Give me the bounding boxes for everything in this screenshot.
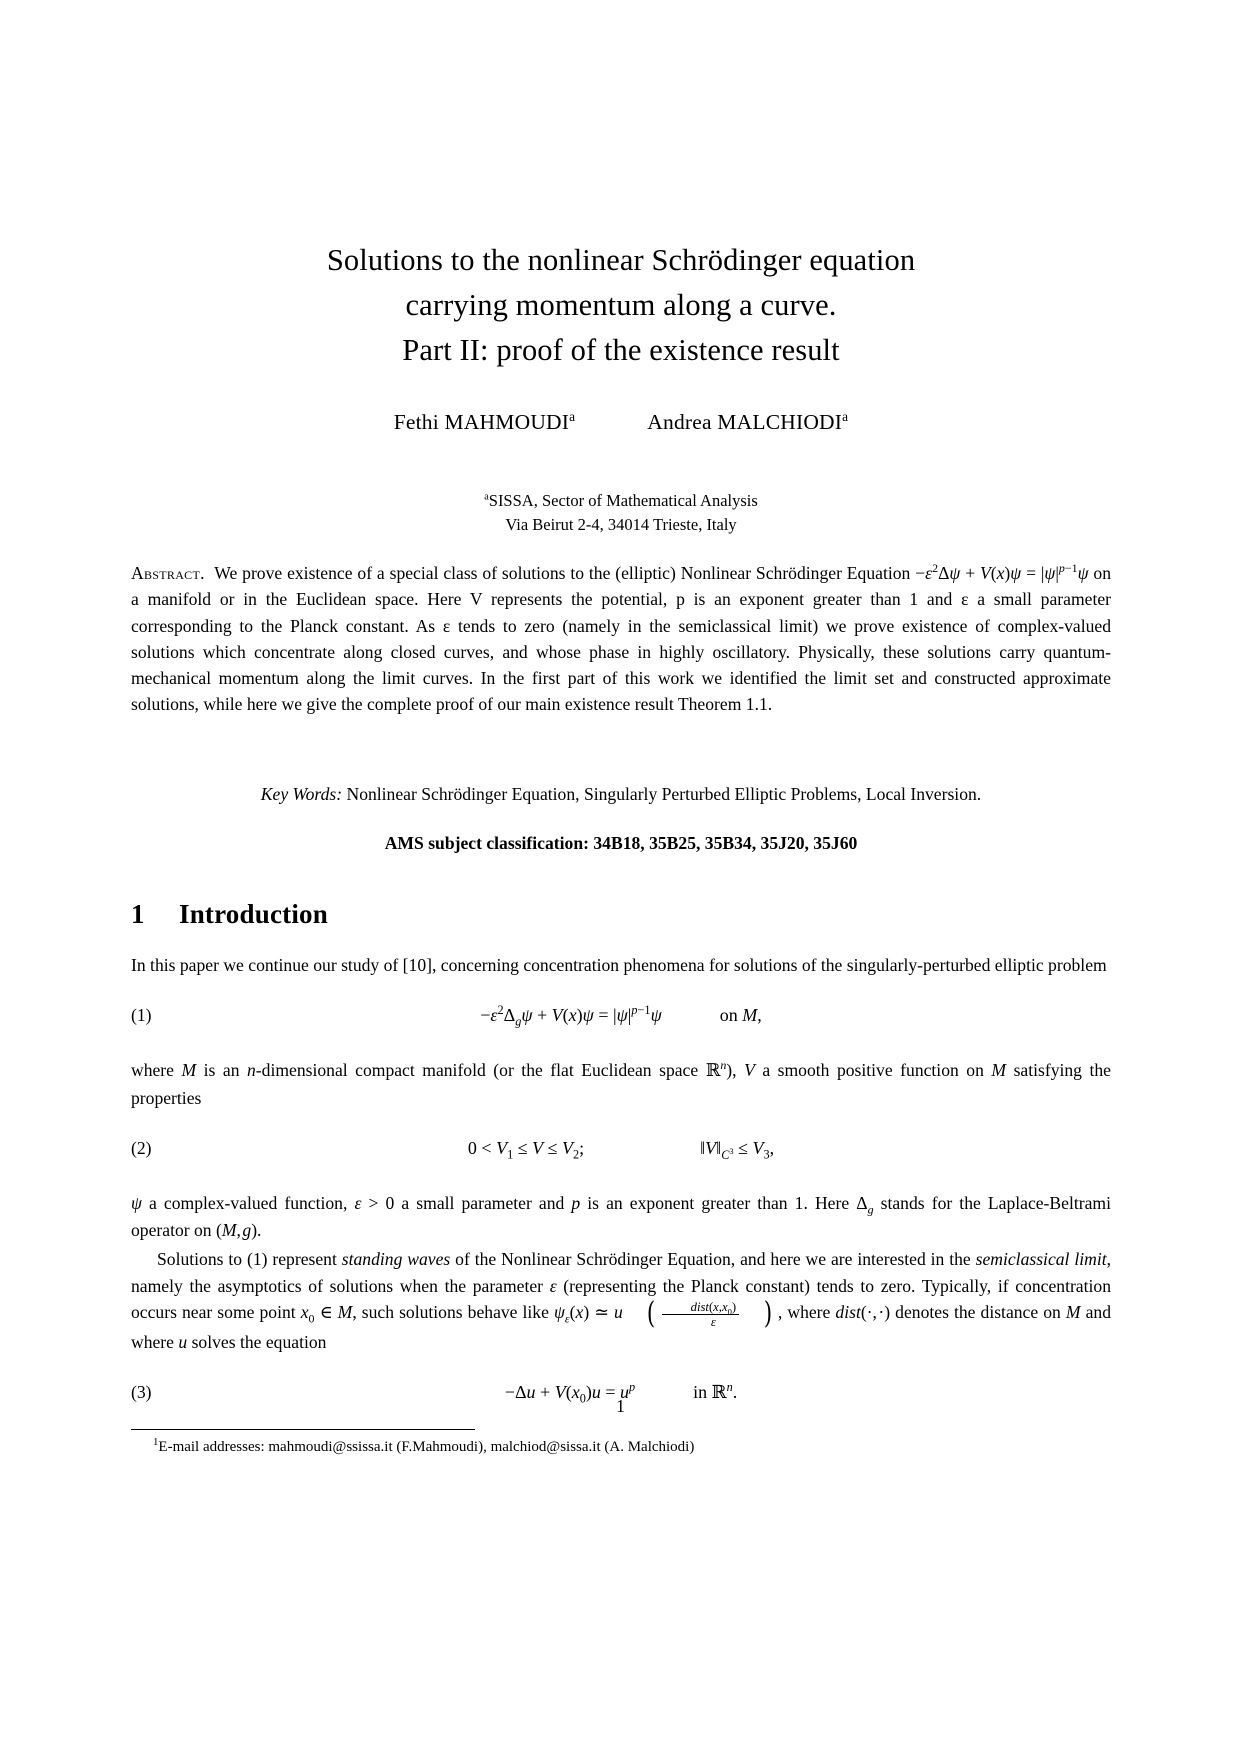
affiliation-institution: SISSA, Sector of Mathematical Analysis [488,491,758,510]
p4-text-2: of the Nonlinear Schrödinger Equation, and here we are interested in the [450,1249,976,1270]
author-1-name: Fethi MAHMOUDI [393,410,570,434]
abstract-inline-equation: $-\varepsilon^2\Delta\psi + V(x)\psi = |\psi|^{p-1}\psi$ [915,561,1089,583]
author-2-affiliation-mark: a [842,408,849,424]
p4-emph-standing-waves: standing waves [341,1249,451,1270]
section-number: 1 [131,898,145,929]
paragraph-intro-4: Solutions to (1) represent standing waves of the Nonlinear Schrödinger Equation, and here we are interested in the semiclassical limit, namely the asymptotics of solutions when the parameter ε (representing the Planck constant) tends to zero. Typically, if concentration occurs near some point $x_0$ ∈ M, such solutions behave like $\psi_\varepsilon(x)$ ≃ u ( $\frac{dist(x,x_0)}{\varepsilon}$ ) , where dist(·, ·) denotes the distance on M and where u solves the equation [131,1249,1112,1352]
affiliation-line-2: Via Beirut 2-4, 34014 Trieste, Italy [505,515,737,534]
affiliation-mark: a [484,491,489,503]
footnote-marker: 1 [153,1436,159,1449]
page-content [131,0,1111,1458]
abstract-text-part-1: We prove existence of a special class of solutions to the (elliptic) Nonlinear Schrödinger Equation [214,563,916,583]
footnote [131,1437,1111,1458]
author-list [131,410,1111,435]
affiliation-block [131,489,1111,537]
author-2 [647,410,848,435]
section-heading-introduction [131,899,1111,930]
author-1 [394,410,576,435]
equation-1-number: (1) [131,1005,152,1026]
equation-3-number: (3) [131,1382,152,1403]
author-2-name: Andrea MALCHIODI [647,410,843,434]
abstract-text-part-2: on a manifold or in the Euclidean space. Here V represents the potential, p is an exponent greater than 1 and ε a small parameter corresponding to the Planck constant. As ε tends to zero (namely in the semiclassical limit) we prove existence of complex-valued solutions which concentrate along closed curves, and whose phase in highly oscillatory. Physically, these solutions carry quantum-mechanical momentum along the limit curves. In the first part of this work we identified the limit set and constructed approximate solutions, while here we give the complete proof of our main existence result Theorem 1.1. [131,563,1111,715]
equation-2 [131,1138,1111,1168]
paragraph-intro-1: In this paper we continue our study of [10], concerning concentration phenomena for solutions of the singularly-perturbed elliptic problem [131,954,1107,975]
p2-text-d: ), [726,1060,745,1081]
p2-text-a: where [131,1060,182,1081]
equation-1 [131,1005,1111,1035]
title-line-1: Solutions to the nonlinear Schrödinger equation [326,243,916,277]
keywords-block [131,781,1111,807]
paragraph-intro-2: where M is an n-dimensional compact manifold (or the flat Euclidean space ℝ$^n$), V a smooth positive function on M satisfying the properties [131,1058,1111,1108]
abstract-block [131,560,1111,718]
page-number: 1 [616,1396,625,1416]
p4-text-1: Solutions to (1) represent [157,1249,342,1270]
equation-3-body: $-\Delta u + V(x_0)u = u^p$ in ℝ$^n$. [504,1380,738,1407]
footnote-text: E-mail addresses: mahmoudi@ssissa.it (F.Mahmoudi), malchiod@sissa.it (A. Malchiodi) [158,1439,695,1456]
p2-text-e: a smooth positive function on [754,1060,992,1081]
p4-emph-semiclassical-limit: semiclassical limit [975,1249,1107,1270]
affiliation-line-1 [131,489,1111,513]
p2-text-c: -dimensional compact manifold (or the flat Euclidean space [255,1060,706,1081]
paragraph-intro-3: ψ a complex-valued function, ε > 0 a small parameter and p is an exponent greater than 1. Here $\Delta_g$ stands for the Laplace-Beltrami operator on (M, g). [131,1193,1111,1240]
p2-text-b: is an [196,1060,247,1081]
section-title: Introduction [179,898,328,929]
ams-classification: AMS subject classification: 34B18, 35B25, 35B34, 35J20, 35J60 [384,832,858,853]
title-line-2: carrying momentum along a curve. [405,288,837,322]
page-title [131,238,1111,373]
equation-1-body: $-\varepsilon^2\Delta_g\psi + V(x)\psi = |\psi|^{p-1}\psi$ on M, [480,1003,762,1029]
author-1-affiliation-mark: a [569,408,576,424]
keywords-label: Key Words: [260,783,343,804]
equation-2-body: $0 < V_1 \le V \le V_2$; $‖V‖_{C^3} \le V_3$, [467,1138,775,1162]
p2-text-f: satisfying the properties [131,1060,1111,1108]
footnote-rule [131,1429,475,1430]
title-line-3: Part II: proof of the existence result [402,333,840,367]
equation-2-number: (2) [131,1138,152,1159]
keywords-value: Nonlinear Schrödinger Equation, Singularly Perturbed Elliptic Problems, Local Inversion. [346,783,982,804]
abstract-label: Abstract. [131,563,205,583]
